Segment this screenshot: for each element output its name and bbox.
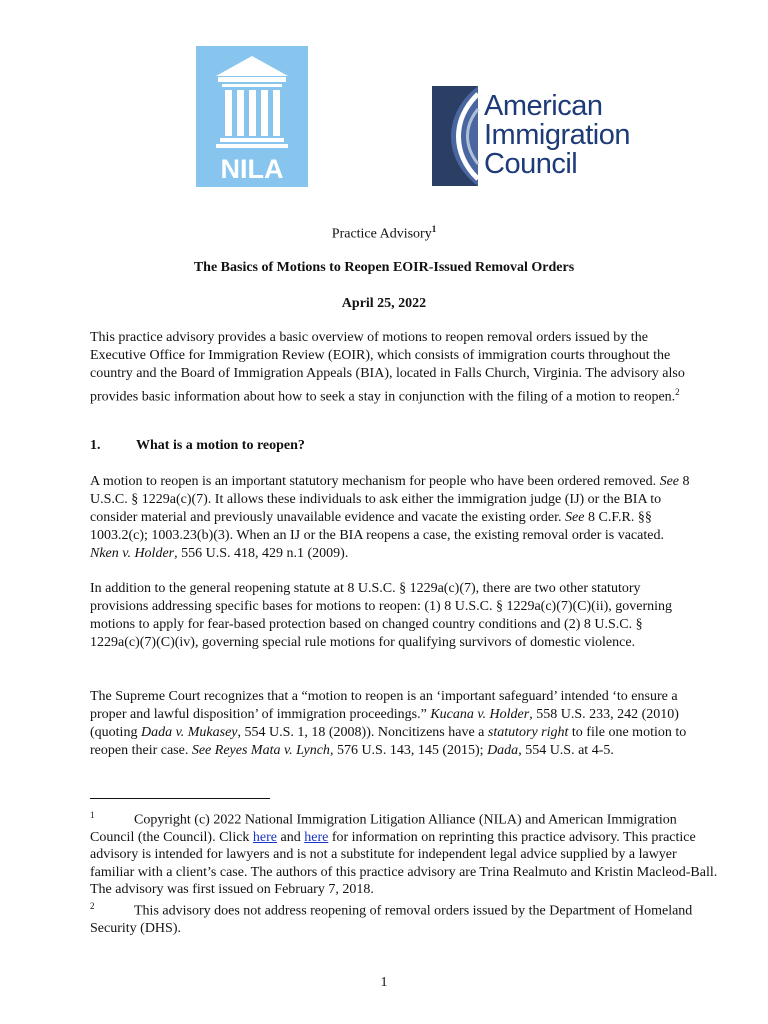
aic-line-council: Council <box>484 148 578 180</box>
document-title: The Basics of Motions to Reopen EOIR-Issued Removal Orders <box>193 260 575 275</box>
text-run: , 558 U.S. 233, 242 (2010) (quoting <box>90 707 679 740</box>
statutory-provisions-paragraph <box>90 580 690 652</box>
emphasis-text: statutory right <box>487 725 569 740</box>
reprint-link-2[interactable]: here <box>304 829 329 845</box>
text-run: , 554 U.S. at 4-5. <box>518 743 614 758</box>
footnote-2-mark: 2 <box>90 901 95 912</box>
text-run: Copyright (c) 2022 National Immigration Litigation Alliance (NILA) and American Immigration Council (the Council). Click <box>90 812 677 845</box>
text-run: A motion to reopen is an important statutory mechanism for people who have been ordered removed. <box>90 474 660 489</box>
signal-see: See <box>565 510 585 525</box>
aic-logo <box>432 84 632 188</box>
footnote-ref-1[interactable]: 1 <box>431 224 437 234</box>
document-date: April 25, 2022 <box>341 296 427 311</box>
text-run: and <box>277 829 305 845</box>
text-run: The Supreme Court recognizes that a “motion to reopen is an ‘important safeguard’ intended ‘to ensure a proper and lawful disposition’ of immigration proceedings.” <box>90 689 678 722</box>
practice-advisory-label <box>0 224 768 243</box>
nila-logo-text: NILA <box>220 154 284 184</box>
text-run: for information on reprinting this practice advisory. This practice advisory is intended for lawyers and is not a substitute for independent legal advice supplied by a lawyer familiar with a client’s case. The authors of this practice advisory are Trina Realmuto and Kristin Macleod-Ball. The advisory was first issued on February 7, 2018. <box>90 829 718 897</box>
definition-paragraph <box>90 473 690 563</box>
paragraph-text: In addition to the general reopening statute at 8 U.S.C. § 1229a(c)(7), there are two other statutory provisions addressing specific bases for motions to reopen: (1) 8 U.S.C. § 1229a(c)(7)(C)(ii), governing motions to apply for fear-based protection based on changed country conditions and (2) 8 U.S.C. § 1229a(c)(7)(C)(iv), governing special rule motions for qualifying survivors of domestic violence. <box>90 581 673 650</box>
text-run: 8 C.F.R. §§ 1003.2(c); 1003.23(b)(3). When an IJ or the BIA reopens a case, the existing removal order is vacated. <box>90 510 664 543</box>
section-heading-1 <box>90 437 690 455</box>
advisory-label-text: Practice Advisory <box>331 226 432 242</box>
supreme-court-paragraph <box>90 688 690 760</box>
section-title: What is a motion to reopen? <box>136 438 305 453</box>
case-citation: Kucana v. Holder <box>430 707 530 722</box>
intro-text: This practice advisory provides a basic overview of motions to reopen removal orders issued by the Executive Office for Immigration Review (EOIR), which consists of immigration courts throughout the country and the Board of Immigration Appeals (BIA), located in Falls Church, Virginia. The advisory also provides basic information about how to seek a stay in conjunction with the filing of a motion to reopen. <box>90 330 685 405</box>
text-run: to file one motion to reopen their case. <box>90 725 687 758</box>
text-run: 8 U.S.C. § 1229a(c)(7). It allows these individuals to ask either the immigration judge (IJ) or the BIA to consider material and previously unavailable evidence and vacate the existing order. <box>90 474 690 525</box>
case-citation: See Reyes Mata v. Lynch <box>191 743 330 758</box>
footnote-divider <box>90 798 270 799</box>
footnote-1 <box>90 807 720 898</box>
aic-logo-text <box>484 92 630 179</box>
text-run: This advisory does not address reopening of removal orders issued by the Department of Homeland Security (DHS). <box>90 903 693 937</box>
section-number: 1. <box>90 438 101 453</box>
aic-line-immigration: Immigration <box>484 119 630 151</box>
reprint-link-1[interactable]: here <box>252 829 278 845</box>
text-run: , 576 U.S. 143, 145 (2015); <box>329 743 488 758</box>
footnote-ref-2[interactable]: 2 <box>675 387 680 397</box>
footnote-2 <box>90 898 720 937</box>
intro-paragraph <box>90 329 690 407</box>
case-citation: Dada v. Mukasey <box>140 725 238 740</box>
footnotes <box>90 807 720 937</box>
case-citation: Nken v. Holder <box>90 546 175 561</box>
text-run: , 554 U.S. 1, 18 (2008)). Noncitizens have a <box>237 725 488 740</box>
signal-see: See <box>659 474 680 489</box>
case-citation: Dada <box>487 743 519 758</box>
page-number: 1 <box>380 975 388 990</box>
nila-logo <box>196 46 308 187</box>
aic-line-american: American <box>484 90 603 122</box>
courthouse-icon <box>196 46 308 187</box>
text-run: , 556 U.S. 418, 429 n.1 (2009). <box>174 546 349 561</box>
aic-emblem-icon <box>432 84 482 188</box>
footnote-1-mark: 1 <box>90 810 95 820</box>
